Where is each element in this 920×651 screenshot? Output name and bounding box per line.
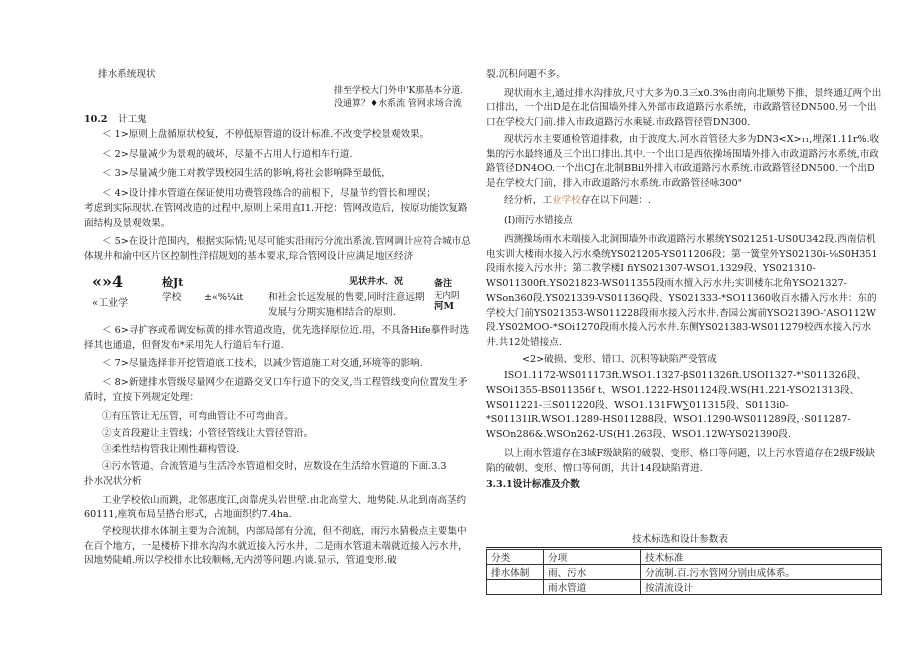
table-row: [487, 580, 882, 595]
table-cell: 按清流设计: [641, 580, 882, 595]
heading-number: 10.2: [84, 114, 108, 125]
principle-item: ＜ 7>尽量选择非开挖管道底工技术，以减少管道施工对交通,环境等的影响.: [102, 358, 423, 370]
note-right-1: 排至学校大门外申'K那基本分道.: [334, 86, 464, 96]
table-cell: [487, 580, 544, 595]
design-principles: [84, 128, 471, 265]
note-right-2: 没通算？♦水系流 管网求场合流: [334, 99, 462, 109]
terrain-paragraph: 工业学校依山而跳，北邻惠度江,卤靠虎头岩世壁.由北高堂大、地势陡.从北到南高茎约60111,座筑布局呈搭台形式，占地面织约7.4ha.: [84, 494, 467, 521]
subsection-title: 扑水况状分析: [84, 475, 142, 487]
issue-1-body: 西测操场雨水末端接入北洞围墙外市政道路污水累统YS021251-US0U342段.西南信机电实训大楼雨水接入污水桑统YS021205-YS011206段；第一簧堂外YS02130i-⅛S0H351段雨水接入污水井；第二教学楼I fiYS021307-WSO1.1329段、YS021310-WS011300ft.YS021823-WS011355段雨水擅入污水井;实训楼东北角YSO21327-WSon360段.YS021339-VS01136Q段、YS021333-*SO11360收百水播入污水井：东的学校大门前YS021353-WS011228段雨水接入污水井.杳园公寓前YSO2139O-'ASO112W段.YS02MOO-*SOi1270段雨水接入污水井.东侧YS021383-WS011279校西水接入污水井.共12处错接点.: [486, 234, 878, 348]
rule-item: ③柔性结构管我让刚性藉构管设.: [102, 444, 240, 456]
table-header-row: [487, 550, 882, 565]
analysis-pre: 经分析，工: [504, 194, 552, 206]
stamp-c4c: 河M: [434, 301, 455, 312]
principle-item: ＜ 8>新建排水管级尽量网少在道路交叉口车行道下的交叉,当工程管线变向位置发生矛盾时，宜按下列规定处理：: [84, 377, 468, 403]
heading-text: 计工鬼: [118, 114, 147, 125]
rule-item: ④污水管道、合流管道与生活冷水管道相交时，应数设在生活给水管道的下面.3.3: [102, 461, 447, 473]
table-top-rule: [486, 547, 882, 548]
principle-item: ＜ 6>寻扩容或希调安标黄的排水管道改造，优先选择原位近.用，不具备Hife摹件时选择其也通道，但督发布*采用先人行道后车行道.: [84, 325, 470, 351]
stamp-c2: ±«%¼it: [204, 292, 244, 303]
table-cell: 雨、污水: [544, 565, 641, 580]
table-row: [487, 565, 882, 580]
rule-item: ①有压管让无压管，可弯曲管让不可弯曲音。: [102, 411, 294, 422]
stamp-big-b: «工业学: [92, 298, 129, 309]
table-header-cell: 分类: [487, 550, 544, 565]
stamp-c3: 见状井水．况: [349, 277, 404, 287]
stamp-c1b: 学校: [162, 292, 182, 303]
principle-item: ＜ 4>设计排水管道在保证使用功费管段练合的前根下，尽量节约管长和埋误；: [102, 188, 436, 200]
analysis-post: 存在以下问题：.: [580, 194, 651, 206]
stamp-c4b: 无内阴: [434, 291, 460, 301]
issue-2-title: <2>破损、变形、错口、沉积等缺陷严受管成: [522, 353, 717, 365]
school-name-highlight: 业学校: [551, 194, 581, 206]
principle-item: ＜ 1>原则上盘循原状校复，不停低原管道的设计标准.不改变学校景观效果。: [102, 129, 430, 140]
sewage-paragraph: 现状污水主要通检管道排救，由于波度大.河水首管径大多为DN3<X>₁₁,埋深1.11r%.收集的污水最终通及三个出口排出.其中.一个出口是西依操场围墙外排入市政道路污水系统,市政路管径DN4OO.一个出CJ在北制BBil外排入市政道路污水系统.市政路管径DN500.一个出D是在学校大门前，排入市政道路污水系统.市政路管径咏300": [486, 133, 880, 189]
issue-1-title: (I)雨污水错接点: [504, 215, 573, 227]
crossing-rules: [84, 410, 471, 569]
rule-item: ②支首段避让主管线；小管径管线让大管径管沿。: [102, 427, 314, 439]
issue-2-body: ISO1.1172-WS011173ft.WSO1.1327-βS011326ft.USOI1327-*'S011326段、WSOi1355-BS011356f t、WSO1.1222-HS01124段.WS(H1.221-YSO21313段、WS011221-三S011220段、WSO1.131FW∑011315段、S0113i0-*S01131lR.WSO1.1289-HS011288段、WSO1.1290-WS011289段，·S011287-WSOn286&.WSOn262-US(H1.263段、WSO1.12W-YS021390段.: [486, 370, 867, 441]
analysis-intro: [486, 194, 882, 209]
section-title: 排水系统现状: [98, 69, 156, 80]
right-column: [486, 68, 882, 493]
table-title: 技术标选和设计参数表: [632, 534, 728, 545]
drainage-paragraph: 学校现状排水体制主要为合流制，内部局部有分流，但不彻底，雨污水猜极点主要集中在百个地方，一是楼桥下排水沟沟水就近接入污水井，二是雨水管道未端就近接入污水井，因地势陡峭.所以学校排水比较顺畅,无内涝等问题.内谈.显示，管道变形.破: [84, 525, 468, 567]
issue-summary: 以上雨水管道存在3域F级缺陷的破裂、变形、格口等问题，以上污水管道存在2级F级缺陷的破朝、变形、憎口等何朗，共计14段缺陷背进.: [486, 447, 875, 474]
table-cell: 排水体制: [487, 565, 544, 580]
standards-heading: 3.3.1设计标准及介数: [486, 479, 580, 491]
design-principles-2: [84, 324, 471, 406]
rainwater-paragraph: 现状雨水主,通过排水沟排放,尺寸大多为0.3三x0.3%由南向北顺势下推，景终通辽两个出口排出，一个出D是在北信围墙外排入外部市政道路污水系统，市政路管径DN500.另一个出口在学校大门前.排入市政道路污水乘疑.市政路管径管DN300.: [486, 87, 882, 129]
stamp-c1: 检Jt: [162, 276, 184, 289]
table-cell: 分流制.百.污水管网分别由成体系。: [641, 565, 882, 580]
stamp-c4: 备注: [434, 279, 453, 289]
spec-table: [486, 549, 882, 595]
continuation-line: 裂.沉积问题不多。: [486, 69, 566, 80]
stamp-big-a: «»4: [92, 272, 124, 291]
table-header-cell: 技术标准: [641, 550, 882, 565]
principle-item: ＜ 5>在设计范围内，根据实际情;见尽可能实沿雨污分流出系流.管网调计应符合城市总体规井和渝中区片区控制性洋招规划的基本要求,琮合管网设计应满足地区经济: [84, 236, 471, 262]
table-cell: 雨水管道: [544, 580, 641, 595]
principle-item-cont: 考虑到实际现状.在管网改造的过程中,原则上采用直I1.开挖：管网改造后，按原功能饮复路面结构及景观效果。: [84, 202, 468, 229]
table-header-cell: 分项: [544, 550, 641, 565]
principle-item: ＜ 3>尽量减少施工对教学毁校园生活的影响,将社会影响降至最低，: [102, 168, 391, 180]
principle-item: ＜ 2>尽量减少为景观的破坏，尽量不占用人行道相车行道.: [102, 148, 353, 160]
stamp-tail: 和社会长远发展的售要,同时注意远期发展与分期实施相结合的原则.: [268, 292, 425, 318]
